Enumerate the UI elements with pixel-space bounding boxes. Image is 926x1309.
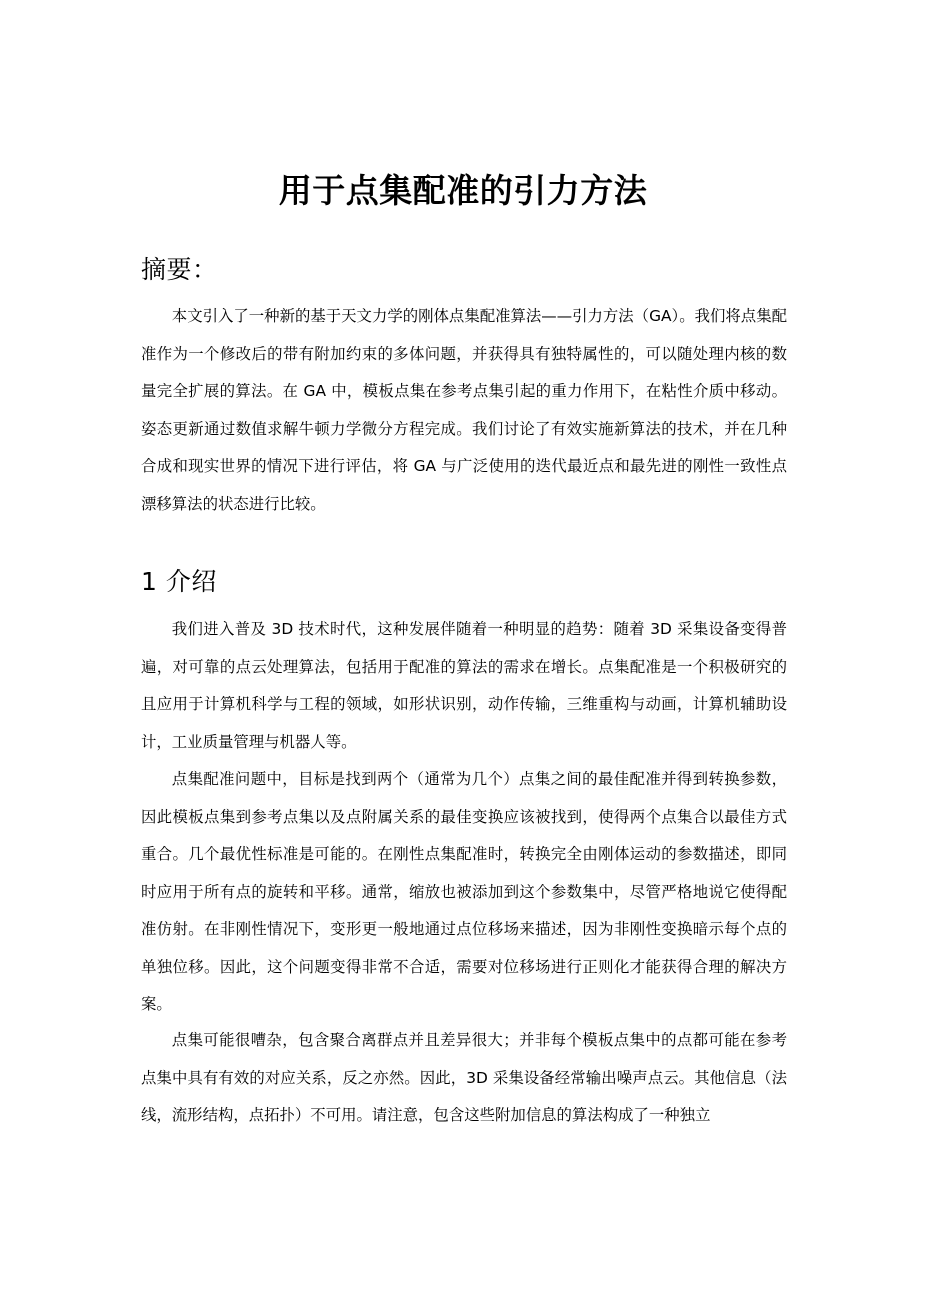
intro-paragraph-1: 我们进入普及 3D 技术时代，这种发展伴随着一种明显的趋势：随着 3D 采集设备变得普遍，对可靠的点云处理算法，包括用于配准的算法的需求在增长。点集配准是一个积极研究的且应用于计算机科学与工程的领域，如形状识别，动作传输，三维重构与动画，计算机辅助设计，工业质量管理与机器人等。 — [141, 620, 787, 751]
intro-paragraph-2: 点集配准问题中，目标是找到两个（通常为几个）点集之间的最佳配准并得到转换参数，因此模板点集到参考点集以及点附属关系的最佳变换应该被找到，使得两个点集合以最佳方式重合。几个最优性标准是可能的。在刚性点集配准时，转换完全由刚体运动的参数描述，即同时应用于所有点的旋转和平移。通常，缩放也被添加到这个参数集中，尽管严格地说它使得配准仿射。在非刚性情况下，变形更一般地通过点位移场来描述，因为非刚性变换暗示每个点的单独位移。因此，这个问题变得非常不合适，需要对位移场进行正则化才能获得合理的解决方案。 — [141, 770, 787, 1013]
abstract-paragraph: 本文引入了一种新的基于天文力学的刚体点集配准算法——引力方法（GA）。我们将点集配准作为一个修改后的带有附加约束的多体问题，并获得具有独特属性的，可以随处理内核的数量完全扩展的算法。在 GA 中，模板点集在参考点集引起的重力作用下，在粘性介质中移动。姿态更新通过数值求解牛顿力学微分方程完成。我们讨论了有效实施新算法的技术，并在几种合成和现实世界的情况下进行评估，将 GA 与广泛使用的迭代最近点和最先进的刚性一致性点漂移算法的状态进行比较。 — [141, 307, 787, 513]
section-intro-heading: 1 介绍 — [141, 566, 217, 596]
abstract-heading: 摘要： — [141, 254, 218, 284]
document-title: 用于点集配准的引力方法 — [278, 171, 648, 211]
intro-paragraph-3: 点集可能很嘈杂，包含聚合离群点并且差异很大；并非每个模板点集中的点都可能在参考点集中具有有效的对应关系，反之亦然。因此，3D 采集设备经常输出噪声点云。其他信息（法线，流形结构，点拓扑）不可用。请注意，包含这些附加信息的算法构成了一种独立 — [141, 1031, 787, 1124]
